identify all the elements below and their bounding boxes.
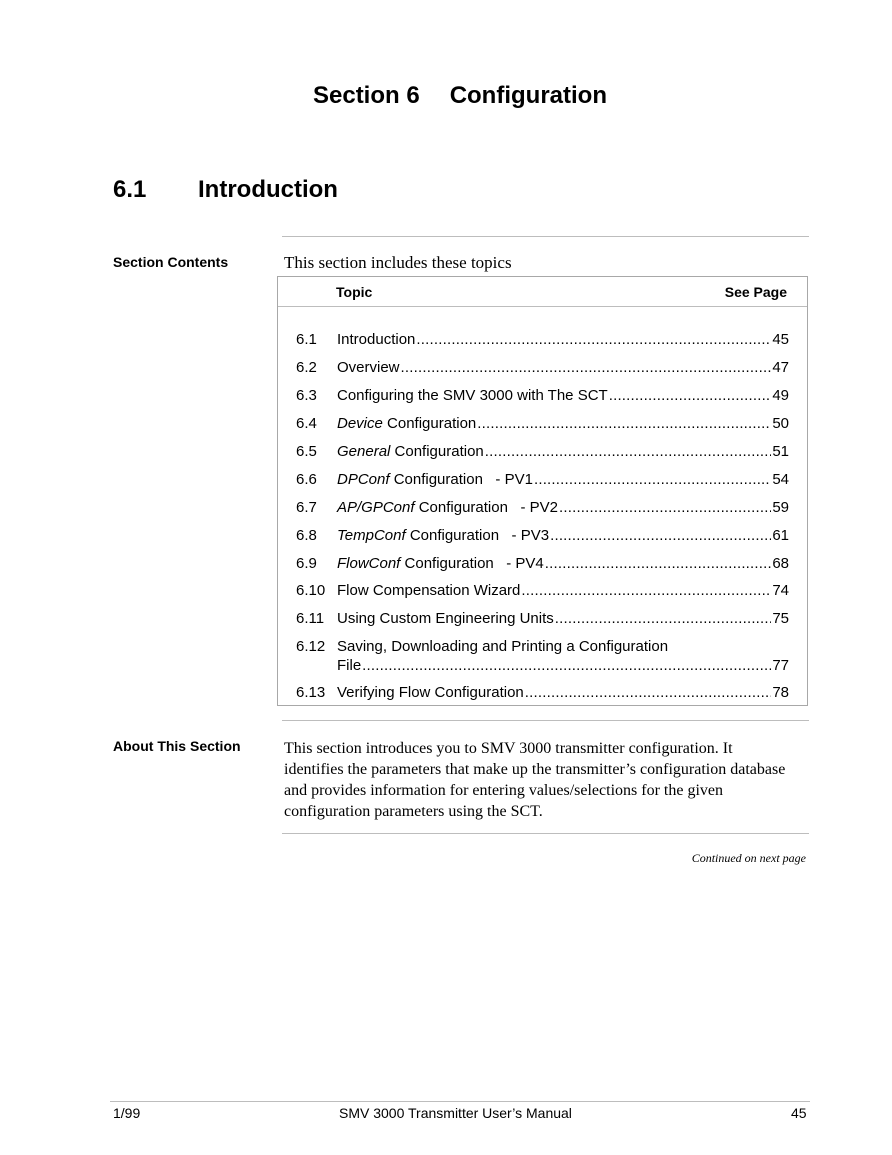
subsection-number: 6.1: [113, 176, 147, 203]
divider: [282, 833, 809, 834]
toc-topic-text: Configuring the SMV 3000 with The SCT: [337, 387, 608, 404]
toc-topic-italic: TempConf: [337, 527, 406, 544]
section-title: Configuration: [449, 82, 607, 109]
toc-topic-text: Using Custom Engineering Units: [337, 610, 554, 627]
toc-topic: [337, 498, 558, 517]
dot-leader: [550, 526, 771, 545]
toc-page-number: 61: [772, 527, 789, 544]
dot-leader: [555, 609, 772, 628]
toc-entry: [337, 609, 789, 628]
toc-topic: [337, 386, 608, 405]
toc-topic: [337, 554, 544, 573]
toc-entry: [337, 526, 789, 545]
see-page-header: See Page: [724, 284, 787, 300]
toc-topic-italic: FlowConf: [337, 555, 401, 572]
toc-number: 6.4: [296, 415, 317, 432]
toc-topic-text: Configuration: [382, 415, 477, 432]
dot-leader: [545, 554, 772, 573]
toc-topic: [337, 683, 524, 702]
divider: [282, 720, 809, 721]
toc-topic-text: Verifying Flow Configuration: [337, 684, 524, 701]
toc-page-number: 68: [772, 555, 789, 572]
toc-number: 6.11: [296, 610, 325, 627]
toc-entry: [337, 554, 789, 573]
toc-topic: [337, 609, 554, 628]
toc-topic: [337, 526, 549, 545]
toc-topic-italic: DPConf: [337, 471, 390, 488]
toc-topic-line2: File: [337, 657, 362, 674]
toc-number: 6.10: [296, 582, 326, 599]
footer-divider: [110, 1101, 810, 1102]
about-section-text: This section introduces you to SMV 3000 transmitter configuration. It identifies the parameters that make up the transmitter’s configuration database and provides information for entering values/selections for the given configuration parameters using the SCT.: [284, 740, 786, 820]
toc-topic: [337, 330, 415, 349]
toc-page-number: 54: [772, 471, 789, 488]
toc-page-number: 78: [772, 684, 789, 701]
toc-topic-text: Configuration - PV3: [405, 527, 550, 544]
toc-topic-text: Configuration - PV4: [400, 555, 544, 572]
dot-leader: [401, 358, 772, 377]
toc-entry: [337, 470, 789, 489]
toc-number: 6.3: [296, 387, 317, 404]
toc-topic: [337, 470, 533, 489]
toc-entry: [337, 498, 789, 517]
toc-topic: [337, 414, 476, 433]
toc-page-number: 47: [772, 359, 789, 376]
toc-topic: [337, 358, 400, 377]
toc-topic-text: Overview: [337, 359, 400, 376]
dot-leader: [485, 442, 772, 461]
toc-topic-text: Introduction: [337, 331, 416, 348]
section-number: Section 6: [312, 82, 420, 109]
toc-topic-text: Configuration: [390, 443, 484, 460]
toc-number: 6.1: [296, 331, 317, 348]
dot-leader: [477, 414, 771, 433]
section-contents-label: Section Contents: [113, 254, 229, 270]
toc-topic-text: Flow Compensation Wizard: [337, 582, 521, 599]
subsection-heading: [113, 176, 338, 204]
subsection-title: Introduction: [198, 176, 338, 203]
contents-intro: This section includes these topics: [284, 253, 512, 272]
toc-entry: [337, 414, 789, 433]
toc-topic: Saving, Downloading and Printing a Configuration: [337, 638, 669, 655]
footer-title: SMV 3000 Transmitter User’s Manual: [339, 1105, 572, 1121]
toc-number: 6.6: [296, 471, 317, 488]
toc-topic-text: Configuration - PV1: [389, 471, 533, 488]
dot-leader: [609, 386, 772, 405]
toc-page-number: 45: [772, 331, 789, 348]
dot-leader: [525, 683, 772, 702]
dot-leader: [416, 330, 771, 349]
toc-number: 6.2: [296, 359, 317, 376]
toc-number: 6.13: [296, 684, 326, 701]
toc-page-number: 77: [772, 657, 789, 674]
toc-number: 6.12: [296, 638, 326, 655]
toc-entry: [337, 330, 789, 349]
toc-page-number: 49: [772, 387, 789, 404]
toc-topic-italic: Device: [337, 415, 383, 432]
about-section-label: About This Section: [113, 738, 241, 754]
toc-entry: [337, 683, 789, 702]
toc-entry: [337, 442, 789, 461]
toc-entry: [337, 581, 789, 600]
toc-page-number: 51: [772, 443, 789, 460]
toc-topic-continued: [337, 656, 789, 675]
dot-leader: [362, 656, 771, 675]
toc-number: 6.8: [296, 527, 317, 544]
topic-header: Topic: [336, 284, 373, 300]
toc-topic-italic: General: [337, 443, 391, 460]
footer-date: 1/99: [113, 1105, 141, 1121]
footer-page-number: 45: [791, 1105, 807, 1121]
toc-topic-italic: AP/GPConf: [337, 499, 415, 516]
dot-leader: [521, 581, 771, 600]
contents-table: [277, 276, 808, 706]
toc-topic: [337, 442, 484, 461]
toc-entry: [337, 386, 789, 405]
toc-entry: [337, 358, 789, 377]
toc-page-number: 74: [772, 582, 789, 599]
toc-number: 6.9: [296, 555, 317, 572]
divider: [282, 236, 809, 237]
dot-leader: [559, 498, 771, 517]
dot-leader: [534, 470, 771, 489]
section-heading: [0, 82, 892, 110]
toc-number: 6.5: [296, 443, 317, 460]
continued-note: Continued on next page: [691, 851, 806, 865]
contents-table-header: [278, 277, 807, 307]
toc-page-number: 59: [772, 499, 789, 516]
toc-page-number: 50: [772, 415, 789, 432]
toc-page-number: 75: [772, 610, 789, 627]
toc-topic-text: Configuration - PV2: [414, 499, 558, 516]
toc-topic: [337, 581, 520, 600]
toc-number: 6.7: [296, 499, 317, 516]
